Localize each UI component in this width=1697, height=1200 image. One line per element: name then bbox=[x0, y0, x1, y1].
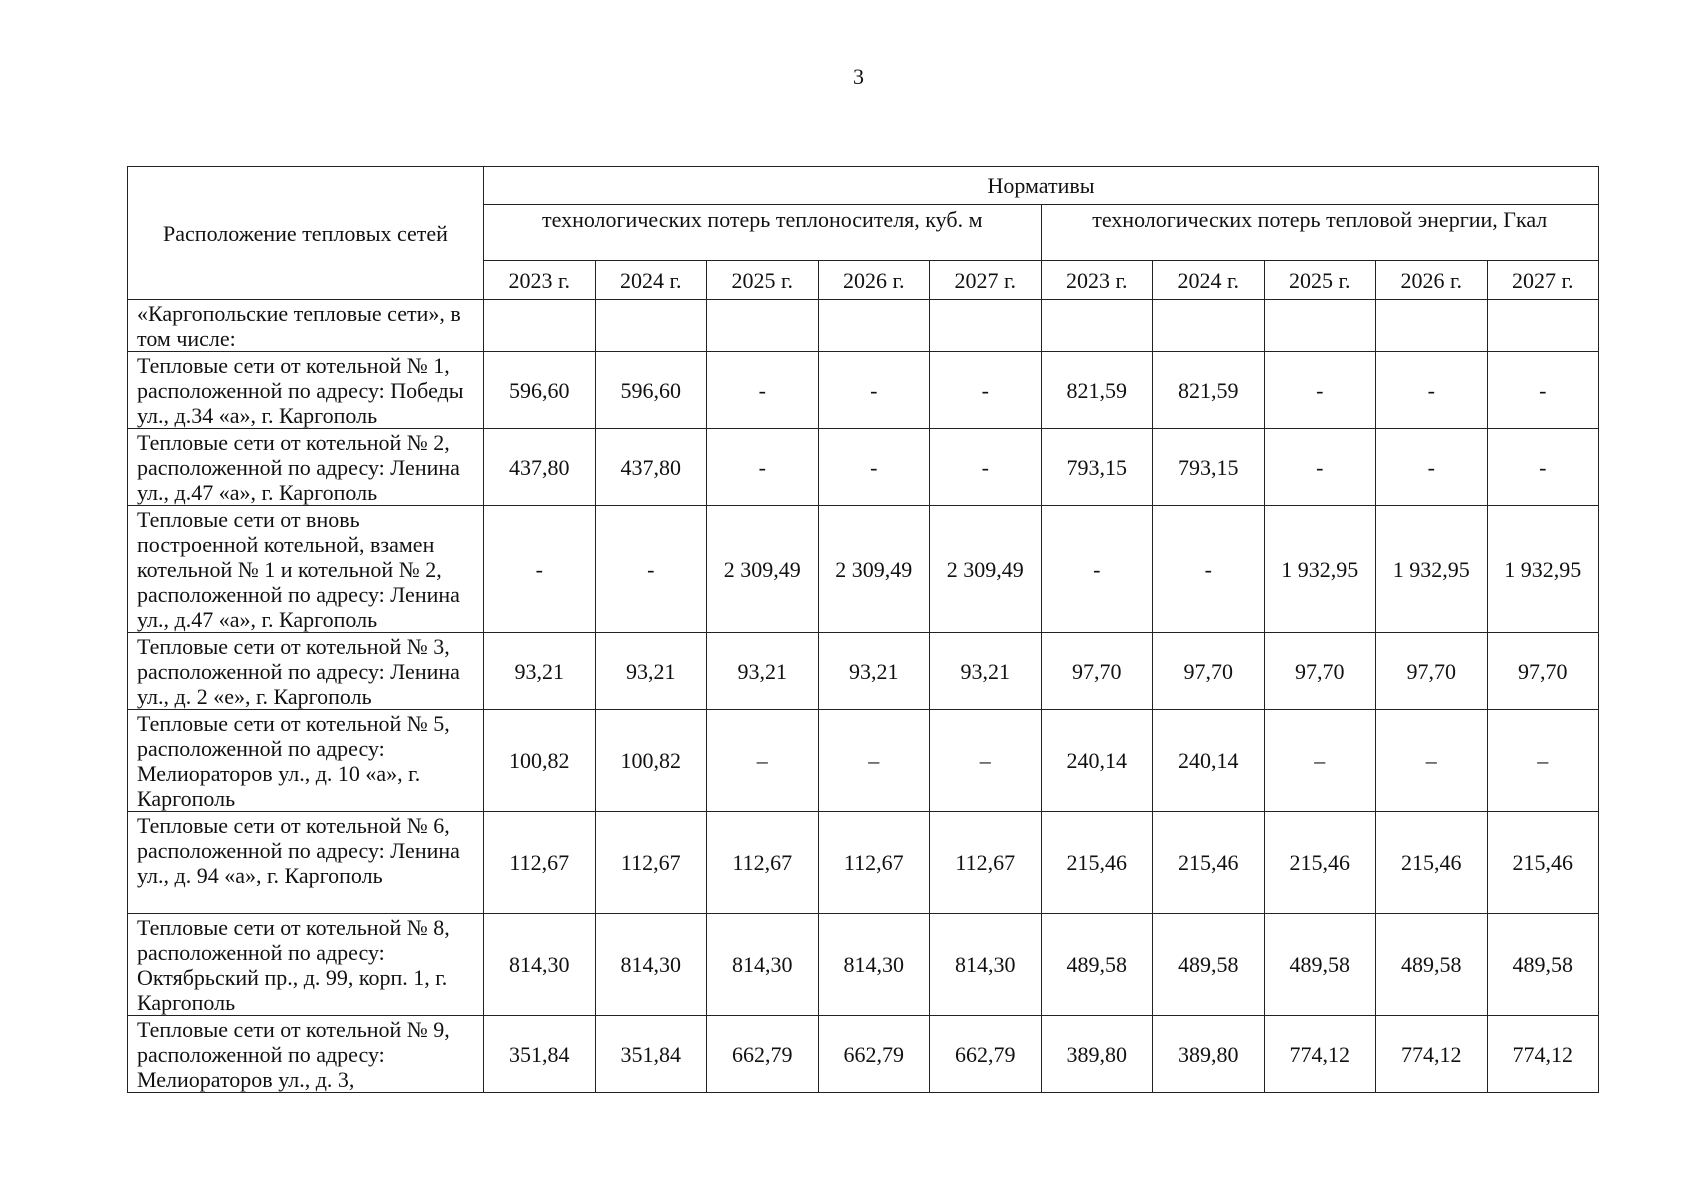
value-cell: – bbox=[1376, 710, 1488, 812]
value-cell: - bbox=[707, 429, 819, 506]
value-cell: 97,70 bbox=[1487, 633, 1599, 710]
value-cell: 215,46 bbox=[1153, 812, 1265, 914]
table-row bbox=[128, 710, 1599, 812]
value-cell: 814,30 bbox=[595, 914, 707, 1016]
value-cell: 821,59 bbox=[1153, 352, 1265, 429]
value-cell: 793,15 bbox=[1153, 429, 1265, 506]
value-cell: 93,21 bbox=[818, 633, 930, 710]
value-cell: - bbox=[1264, 352, 1376, 429]
value-cell: 112,67 bbox=[930, 812, 1042, 914]
year-header: 2024 г. bbox=[595, 261, 707, 300]
value-cell: 97,70 bbox=[1041, 633, 1153, 710]
value-cell: 2 309,49 bbox=[707, 506, 819, 633]
value-cell: 389,80 bbox=[1041, 1016, 1153, 1093]
value-cell: 1 932,95 bbox=[1264, 506, 1376, 633]
value-cell: 1 932,95 bbox=[1487, 506, 1599, 633]
value-cell: 97,70 bbox=[1153, 633, 1265, 710]
table-row bbox=[128, 914, 1599, 1016]
value-cell: 112,67 bbox=[707, 812, 819, 914]
value-cell: 97,70 bbox=[1376, 633, 1488, 710]
value-cell: 93,21 bbox=[595, 633, 707, 710]
value-cell: - bbox=[707, 352, 819, 429]
value-cell bbox=[1264, 300, 1376, 352]
year-header: 2026 г. bbox=[1376, 261, 1488, 300]
value-cell bbox=[818, 300, 930, 352]
row-location-cell: Тепловые сети от котельной № 2, расположенной по адресу: Ленина ул., д.47 «а», г. Каргополь bbox=[128, 429, 484, 506]
value-cell: 93,21 bbox=[930, 633, 1042, 710]
coolant-group-header: технологических потерь теплоносителя, куб. м bbox=[484, 205, 1042, 261]
value-cell: 814,30 bbox=[818, 914, 930, 1016]
value-cell: 662,79 bbox=[930, 1016, 1042, 1093]
value-cell bbox=[707, 300, 819, 352]
value-cell: - bbox=[1153, 506, 1265, 633]
value-cell: - bbox=[818, 352, 930, 429]
table-row bbox=[128, 812, 1599, 914]
page-number: 3 bbox=[853, 64, 864, 89]
value-cell: 100,82 bbox=[595, 710, 707, 812]
year-header: 2027 г. bbox=[1487, 261, 1599, 300]
value-cell: 215,46 bbox=[1041, 812, 1153, 914]
table-row bbox=[128, 429, 1599, 506]
value-cell: - bbox=[818, 429, 930, 506]
table-row bbox=[128, 1016, 1599, 1093]
value-cell bbox=[1041, 300, 1153, 352]
value-cell bbox=[484, 300, 596, 352]
value-cell: – bbox=[1264, 710, 1376, 812]
value-cell bbox=[1487, 300, 1599, 352]
energy-group-header: технологических потерь тепловой энергии, Гкал bbox=[1041, 205, 1599, 261]
value-cell: 93,21 bbox=[707, 633, 819, 710]
value-cell: 596,60 bbox=[484, 352, 596, 429]
value-cell: 489,58 bbox=[1041, 914, 1153, 1016]
year-header: 2027 г. bbox=[930, 261, 1042, 300]
value-cell bbox=[1376, 300, 1488, 352]
value-cell: 97,70 bbox=[1264, 633, 1376, 710]
value-cell: - bbox=[1376, 352, 1488, 429]
value-cell: - bbox=[595, 506, 707, 633]
value-cell: 240,14 bbox=[1041, 710, 1153, 812]
value-cell: 821,59 bbox=[1041, 352, 1153, 429]
row-location-cell: Тепловые сети от котельной № 3, расположенной по адресу: Ленина ул., д. 2 «е», г. Каргополь bbox=[128, 633, 484, 710]
value-cell: 662,79 bbox=[818, 1016, 930, 1093]
value-cell: - bbox=[930, 352, 1042, 429]
value-cell: 389,80 bbox=[1153, 1016, 1265, 1093]
value-cell: 489,58 bbox=[1376, 914, 1488, 1016]
value-cell: 112,67 bbox=[818, 812, 930, 914]
row-location-cell: Тепловые сети от котельной № 9, расположенной по адресу: Мелиораторов ул., д. 3, bbox=[128, 1016, 484, 1093]
value-cell bbox=[1153, 300, 1265, 352]
value-cell: 112,67 bbox=[595, 812, 707, 914]
norms-header: Нормативы bbox=[484, 167, 1599, 205]
year-header: 2023 г. bbox=[484, 261, 596, 300]
value-cell: 240,14 bbox=[1153, 710, 1265, 812]
value-cell: – bbox=[707, 710, 819, 812]
year-header: 2023 г. bbox=[1041, 261, 1153, 300]
table-row bbox=[128, 506, 1599, 633]
row-location-cell: «Каргопольские тепловые сети», в том числе: bbox=[128, 300, 484, 352]
value-cell: 814,30 bbox=[930, 914, 1042, 1016]
value-cell: 215,46 bbox=[1487, 812, 1599, 914]
value-cell: 662,79 bbox=[707, 1016, 819, 1093]
value-cell: - bbox=[1376, 429, 1488, 506]
value-cell: 351,84 bbox=[484, 1016, 596, 1093]
row-location-cell: Тепловые сети от котельной № 8, расположенной по адресу: Октябрьский пр., д. 99, корп. 1, г. Каргополь bbox=[128, 914, 484, 1016]
value-cell: 489,58 bbox=[1153, 914, 1265, 1016]
value-cell: – bbox=[818, 710, 930, 812]
table-row bbox=[128, 352, 1599, 429]
value-cell: - bbox=[1487, 352, 1599, 429]
table-row bbox=[128, 300, 1599, 352]
value-cell: 112,67 bbox=[484, 812, 596, 914]
value-cell: – bbox=[1487, 710, 1599, 812]
value-cell: 100,82 bbox=[484, 710, 596, 812]
value-cell: - bbox=[484, 506, 596, 633]
value-cell: 489,58 bbox=[1487, 914, 1599, 1016]
row-location-cell: Тепловые сети от вновь построенной котельной, взамен котельной № 1 и котельной № 2, расположенной по адресу: Ленина ул., д.47 «а», г. Каргополь bbox=[128, 506, 484, 633]
value-cell: 596,60 bbox=[595, 352, 707, 429]
value-cell: 2 309,49 bbox=[818, 506, 930, 633]
value-cell: 793,15 bbox=[1041, 429, 1153, 506]
value-cell: 93,21 bbox=[484, 633, 596, 710]
value-cell: 215,46 bbox=[1376, 812, 1488, 914]
value-cell: 215,46 bbox=[1264, 812, 1376, 914]
value-cell: - bbox=[930, 429, 1042, 506]
value-cell: 814,30 bbox=[707, 914, 819, 1016]
row-location-cell: Тепловые сети от котельной № 1, расположенной по адресу: Победы ул., д.34 «а», г. Каргополь bbox=[128, 352, 484, 429]
value-cell: 1 932,95 bbox=[1376, 506, 1488, 633]
value-cell: - bbox=[1264, 429, 1376, 506]
value-cell: 351,84 bbox=[595, 1016, 707, 1093]
year-header: 2026 г. bbox=[818, 261, 930, 300]
norms-table bbox=[127, 166, 1599, 1093]
value-cell: 774,12 bbox=[1487, 1016, 1599, 1093]
value-cell: 489,58 bbox=[1264, 914, 1376, 1016]
value-cell bbox=[930, 300, 1042, 352]
value-cell: 774,12 bbox=[1376, 1016, 1488, 1093]
year-header: 2024 г. bbox=[1153, 261, 1265, 300]
row-location-cell: Тепловые сети от котельной № 6, расположенной по адресу: Ленина ул., д. 94 «а», г. Каргополь bbox=[128, 812, 484, 914]
value-cell: - bbox=[1487, 429, 1599, 506]
table-body bbox=[128, 300, 1599, 1093]
value-cell: - bbox=[1041, 506, 1153, 633]
year-header: 2025 г. bbox=[707, 261, 819, 300]
value-cell: – bbox=[930, 710, 1042, 812]
value-cell: 437,80 bbox=[595, 429, 707, 506]
value-cell: 774,12 bbox=[1264, 1016, 1376, 1093]
table-row bbox=[128, 633, 1599, 710]
value-cell: 437,80 bbox=[484, 429, 596, 506]
value-cell: 2 309,49 bbox=[930, 506, 1042, 633]
location-header: Расположение тепловых сетей bbox=[128, 167, 484, 300]
year-header: 2025 г. bbox=[1264, 261, 1376, 300]
value-cell: 814,30 bbox=[484, 914, 596, 1016]
value-cell bbox=[595, 300, 707, 352]
row-location-cell: Тепловые сети от котельной № 5, расположенной по адресу: Мелиораторов ул., д. 10 «а», г. Каргополь bbox=[128, 710, 484, 812]
